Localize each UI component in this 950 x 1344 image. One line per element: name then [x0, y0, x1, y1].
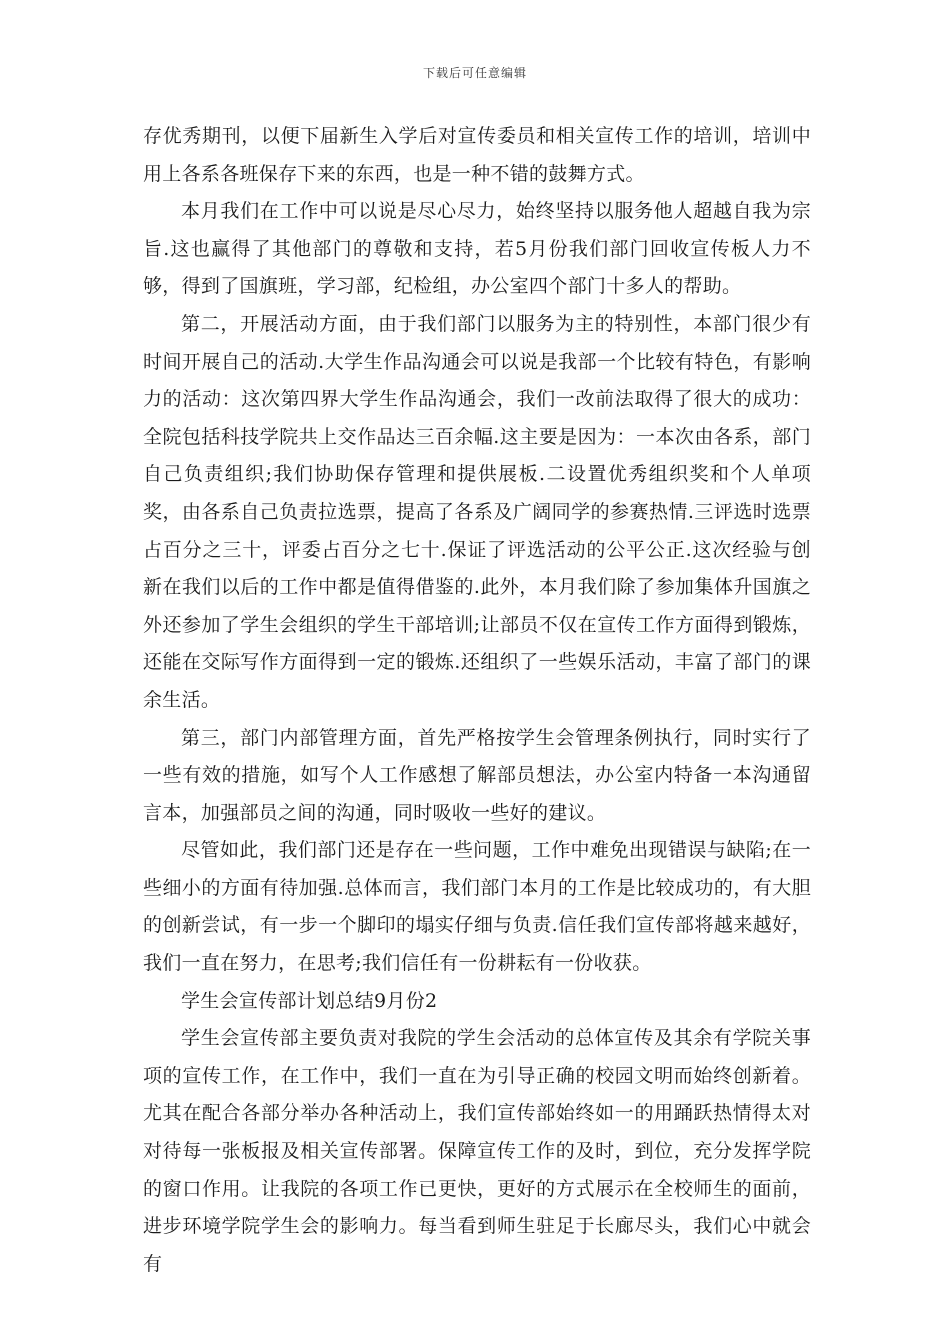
paragraph-4: 第三，部门内部管理方面，首先严格按学生会管理条例执行，同时实行了一些有效的措施，如写个人工作感想了解部员想法，办公室内特备一本沟通留言本，加强部员之间的沟通，同时吸收一些好的建议。 [143, 726, 811, 824]
paragraph-7: 学生会宣传部主要负责对我院的学生会活动的总体宣传及其余有学院关事项的宣传工作，在工作中，我们一直在为引导正确的校园文明而始终创新着。尤其在配合各部分举办各种活动上，我们宣传部始终如一的用踊跃热情得太对对待每一张板报及相关宣传部署。保障宣传工作的及时，到位，充分发挥学院的窗口作用。让我院的各项工作已更快，更好的方式展示在全校师生的面前，进步环境学院学生会的影响力。每当看到师生驻足于长廊尽头，我们心中就会有 [143, 1027, 811, 1275]
section-title: 学生会宣传部计划总结9月份2 [181, 989, 438, 1012]
page-header-note: 下载后可任意编辑 [422, 66, 527, 80]
document-body [143, 118, 811, 1283]
paragraph-2: 本月我们在工作中可以说是尽心尽力，始终坚持以服务他人超越自我为宗旨.这也赢得了其他部门的尊敬和支持，若5月份我们部门回收宣传板人力不够，得到了国旗班，学习部，纪检组，办公室四个部门十多人的帮助。 [143, 200, 811, 298]
paragraph-1: 存优秀期刊，以便下届新生入学后对宣传委员和相关宣传工作的培训，培训中用上各系各班保存下来的东西，也是一种不错的鼓舞方式。 [143, 125, 811, 185]
paragraph-3: 第二，开展活动方面，由于我们部门以服务为主的特别性，本部门很少有时间开展自己的活动.大学生作品沟通会可以说是我部一个比较有特色，有影响力的活动：这次第四界大学生作品沟通会，我们一改前法取得了很大的成功：全院包括科技学院共上交作品达三百余幅.这主要是因为：一本次由各系，部门自己负责组织;我们协助保存管理和提供展板.二设置优秀组织奖和个人单项奖，由各系自己负责拉选票，提高了各系及广阔同学的参赛热情.三评选时选票占百分之三十，评委占百分之七十.保证了评选活动的公平公正.这次经验与创新在我们以后的工作中都是值得借鉴的.此外，本月我们除了参加集体升国旗之外还参加了学生会组织的学生干部培训;让部员不仅在宣传工作方面得到锻炼，还能在交际写作方面得到一定的锻炼.还组织了一些娱乐活动，丰富了部门的课余生活。 [143, 312, 811, 711]
paragraph-5: 尽管如此，我们部门还是存在一些问题，工作中难免出现错误与缺陷;在一些细小的方面有待加强.总体而言，我们部门本月的工作是比较成功的，有大胆的创新尝试，有一步一个脚印的塌实仔细与负责.信任我们宣传部将越来越好，我们一直在努力，在思考;我们信任有一份耕耘有一份收获。 [143, 839, 811, 975]
